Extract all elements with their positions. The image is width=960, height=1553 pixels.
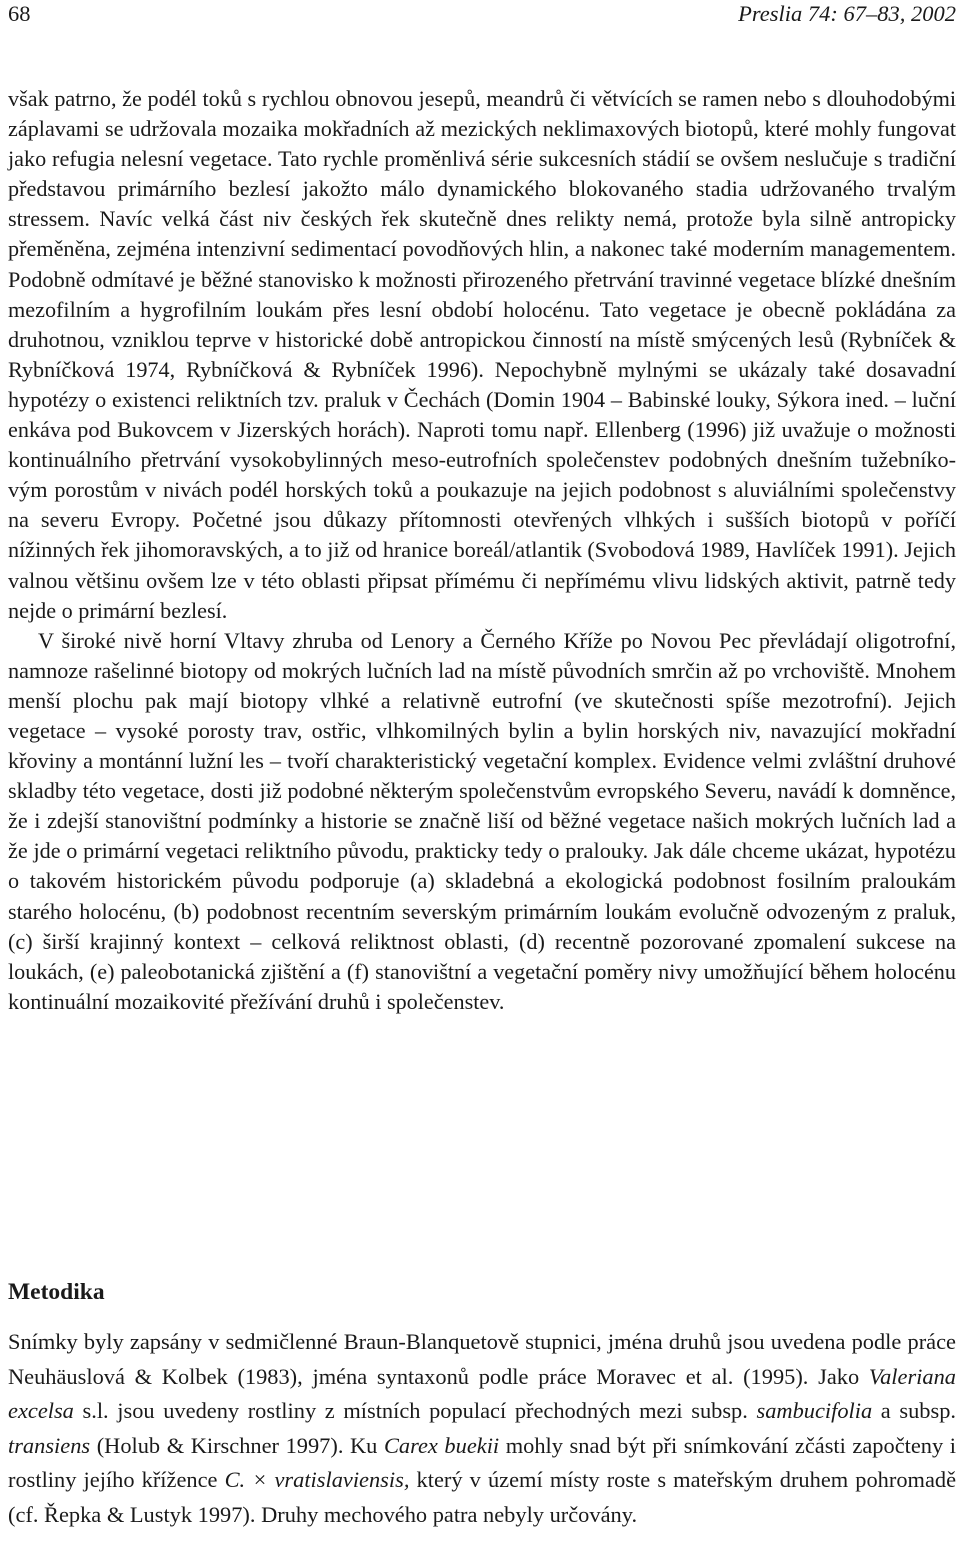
section-heading: Metodika	[8, 1279, 105, 1305]
subspecies-sambucifolia: sambucifolia	[756, 1398, 873, 1423]
methods-paragraph	[8, 1325, 956, 1532]
methods-text-1: Snímky byly zapsány v sedmičlenné Braun-Blanquetově stupnici, jména druhů jsou uvedena podle práce Neuhäuslová & Kolbek (1983), jména syntaxonů podle práce Moravec et al. (1995). Jako	[8, 1329, 956, 1389]
methods-text-3: a subsp.	[872, 1398, 956, 1423]
hybrid-vratislaviensis: C. × vratislaviensis,	[224, 1467, 410, 1492]
methods-text-6: který v území místy roste s mateřským druhem pohromadě (cf. Řepka & Lustyk 1997). Druhy mechového patra nebyly určovány.	[8, 1467, 957, 1527]
methods-text-2: s.l. jsou uvedeny rostliny z místních populací přechodných mezi subsp.	[73, 1398, 757, 1423]
page-number: 68	[8, 1, 31, 26]
methods-text-5: mohly snad být při snímkování zčásti započteny i rostliny jejího křížence	[8, 1432, 956, 1492]
species-valeriana: Valeriana excelsa	[8, 1363, 956, 1423]
methods-text-4: (Holub & Kirschner 1997). Ku	[90, 1432, 384, 1458]
subspecies-transiens: transiens	[8, 1432, 91, 1458]
article-body	[8, 84, 956, 1017]
body-paragraph-2: V široké nivě horní Vltavy zhruba od Lenory a Černého Kříže po Novou Pec převládají oligotrofní, namnoze rašelinné biotopy od mokrých lučních lad na místě původních smrčin až po vrchoviště. Mnohem menší plochu pak mají biotopy vlhké a relativně eutrofní (ve skutečnosti spíše mezotrofní). Jejich vegetace – vysoké porosty trav, ostřic, vlhkomilných bylin a bylin horských niv, navazující mokřadní křoviny a montánní lužní les – tvoří charakteristický vegetační komplex. Evidence velmi zvláštní druhové skladby této vegetace, dosti již podobné některým společenstvům evropského Severu, navádí k domněnce, že i zdejší stanovištní podmínky a historie se značně liší od běžné vegetace našich mokrých lučních lad a že jde o primární vegetaci reliktního původu, prakticky tedy o pralouky. Jak dále chceme ukázat, hypotézu o takovém historickém původu podporuje (a) skladebná a ekologická podobnost fosilním praloukám starého holocénu, (b) podobnost recentním severským primárním loukám evolučně odvozeným z praluk, (c) širší krajinný kontext – celková reliktnost oblasti, (d) recentně pozorované zpomalení sukcese na loukách, (e) paleobotanická zjištění a (f) stanovištní a vegetační poměry nivy umožňující během holocénu kontinuální mozaikovité přežívání druhů i společenstev.	[8, 627, 956, 1014]
journal-citation: Preslia 74: 67–83, 2002	[738, 1, 956, 26]
species-carex-buekii: Carex buekii	[383, 1432, 500, 1458]
page-header	[8, 0, 956, 30]
methods-section	[8, 1325, 956, 1532]
body-paragraph-1: však patrno, že podél toků s rychlou obnovou jesepů, meandrů či větvících se ramen nebo s dlouhodobými záplavami se udržovala mozaika mokřadních až mezických neklimaxových biotopů, které mohly fungovat jako refugia nelesní vegetace. Tato rychle proměnlivá série sukcesních stádií se ovšem neslučuje s tradiční představou primárního bezlesí jakožto málo dynamického blokovaného stadia udržovaného trvalým stressem. Navíc velká část niv českých řek skutečně dnes relikty nemá, protože byla silně antropicky přeměněna, zejména intenzivní sedimentací povodňových hlin, a nakonec také moderním managementem. Podobně odmítavé je běžné stanovisko k možnosti přirozeného přetrvání travinné vegetace blízké dnešním mezofilním a hygrofilním loukám přes lesní období holocénu. Tato vegetace je obecně pokládána za druhotnou, vzniklou teprve v historické době antropickou činností na místě smýcených lesů (Rybníček & Rybníčková 1974, Rybníčková & Rybníček 1996). Nepochybně mylnými se ukázaly také dosavadní hypotézy o existenci reliktních tzv. praluk v Čechách (Domin 1904 – Babinské louky, Sýkora ined. – luční enkáva pod Bukovcem v Jizerských horách). Naproti tomu např. Ellenberg (1996) již uvažuje o možnosti kontinuálního přetrvání vysokobylinných meso-eutrofních společenstev podobných dnešním tužebníkovým porostům v nivách podél horských toků a poukazuje na jejich podobnost s aluviálními společenstvy na severu Evropy. Početné jsou důkazy přítomnosti otevřených vlhkých i sušších biotopů v poříčí nížinných řek jihomoravských, a to již od hranice boreál/atlantik (Svobodová 1989, Havlíček 1991). Jejich valnou většinu ovšem lze v této oblasti připsat přímému či nepřímému vlivu lidských aktivit, patrně tedy nejde o primární bezlesí.	[8, 86, 956, 623]
